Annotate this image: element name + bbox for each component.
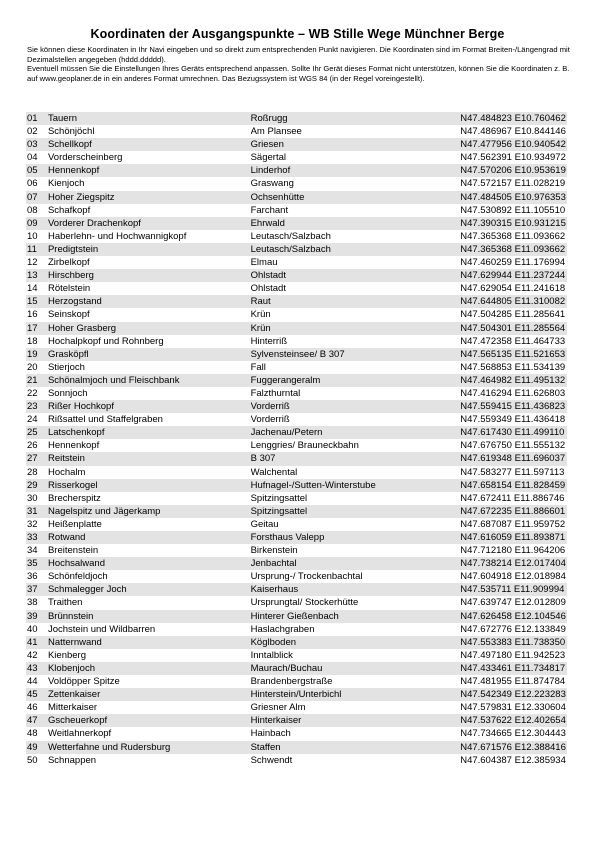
row-number: 20 <box>27 361 38 373</box>
coordinates: N47.497180 E11.942523 <box>460 649 566 661</box>
coordinates: N47.671576 E12.388416 <box>460 741 566 753</box>
row-number: 27 <box>27 453 38 465</box>
starting-point: Kaiserhaus <box>250 584 299 596</box>
starting-point: B 307 <box>250 453 276 465</box>
coordinates: N47.486967 E10.844146 <box>460 126 566 138</box>
starting-point: Birkenstein <box>250 545 298 557</box>
row-number: 28 <box>27 466 38 478</box>
row-number: 08 <box>27 204 38 216</box>
table-row <box>26 361 567 374</box>
coordinates: N47.617430 E11.499110 <box>460 427 565 439</box>
coordinates-table <box>26 112 567 767</box>
table-row <box>26 256 567 269</box>
row-number: 48 <box>27 728 38 740</box>
row-number: 38 <box>27 597 38 609</box>
coordinates: N47.687087 E11.959752 <box>460 518 566 530</box>
starting-point: Falzthurntal <box>250 387 301 399</box>
starting-point: Ehrwald <box>250 217 285 229</box>
table-row <box>26 741 567 754</box>
summit-name: Schönjöchl <box>47 126 95 138</box>
coordinates: N47.472358 E11.464733 <box>460 335 566 347</box>
row-number: 30 <box>27 492 38 504</box>
coordinates: N47.559349 E11.436418 <box>460 414 566 426</box>
row-number: 15 <box>27 296 38 308</box>
coordinates: N47.629054 E11.241618 <box>460 283 566 295</box>
coordinates: N47.734665 E12.304443 <box>460 728 566 740</box>
coordinates: N47.559415 E11.436823 <box>460 401 566 413</box>
table-row <box>26 151 567 164</box>
starting-point: Fuggerangeralm <box>250 374 321 386</box>
starting-point: Sägertal <box>250 152 286 164</box>
starting-point: Brandenbergstraße <box>250 676 333 688</box>
table-row <box>26 348 567 361</box>
summit-name: Zettenkaiser <box>47 689 101 701</box>
summit-name: Wetterfahne und Rudersburg <box>47 741 171 753</box>
summit-name: Klobenjoch <box>47 662 95 674</box>
summit-name: Natternwand <box>47 636 102 648</box>
row-number: 16 <box>27 309 38 321</box>
summit-name: Predigtstein <box>47 243 99 255</box>
table-row <box>26 649 567 662</box>
table-row <box>26 164 567 177</box>
row-number: 21 <box>27 374 38 386</box>
summit-name: Tauern <box>47 113 78 124</box>
summit-name: Schellkopf <box>47 139 92 151</box>
coordinates: N47.568853 E11.534139 <box>460 361 566 373</box>
starting-point: Raut <box>250 296 271 308</box>
coordinates: N47.629944 E11.237244 <box>460 270 566 282</box>
summit-name: Traithen <box>47 597 83 609</box>
row-number: 47 <box>27 715 38 727</box>
table-row <box>26 610 567 623</box>
summit-name: Schnappen <box>47 754 97 766</box>
coordinates: N47.553383 E11.738350 <box>460 636 566 648</box>
coordinates: N47.562391 E10.934972 <box>460 152 566 164</box>
coordinates: N47.572157 E11.028219 <box>460 178 566 190</box>
row-number: 23 <box>27 401 38 413</box>
starting-point: Ohlstadt <box>250 283 286 295</box>
row-number: 10 <box>27 230 38 242</box>
table-row <box>26 452 567 465</box>
summit-name: Hennenkopf <box>47 165 100 177</box>
row-number: 44 <box>27 676 38 688</box>
table-row <box>26 413 567 426</box>
intro-paragraph: Sie können diese Koordinaten in Ihr Navi eingeben und so direkt zum entsprechenden Punkt navigieren. Die Koordinaten sind im Format Breiten-/Längengrad mit Dezimalstellen angegeben (hddd.ddddd). <box>27 45 570 64</box>
table-row <box>26 138 567 151</box>
table-row <box>26 544 567 557</box>
starting-point: Leutasch/Salzbach <box>250 230 331 242</box>
table-row <box>26 675 567 688</box>
table-row <box>26 636 567 649</box>
row-number: 50 <box>27 754 38 766</box>
summit-name: Weitlahnerkopf <box>47 728 112 740</box>
coordinates: N47.464982 E11.495132 <box>460 374 566 386</box>
table-row <box>26 439 567 452</box>
summit-name: Kienjoch <box>47 178 85 190</box>
starting-point: Jenbachtal <box>250 558 297 570</box>
starting-point: Geitau <box>250 518 279 530</box>
table-row <box>26 688 567 701</box>
row-number: 45 <box>27 689 38 701</box>
starting-point: Ursprungtal/ Stockerhütte <box>250 597 359 609</box>
row-number: 03 <box>27 139 38 151</box>
summit-name: Hochalpkopf und Rohnberg <box>47 335 164 347</box>
coordinates: N47.484823 E10.760462 <box>460 113 566 124</box>
summit-name: Vorderer Drachenkopf <box>47 217 141 229</box>
summit-name: Nagelspitz und Jägerkamp <box>47 505 161 517</box>
coordinates: N47.365368 E11.093662 <box>460 243 566 255</box>
table-row <box>26 308 567 321</box>
coordinates: N47.481955 E11.874784 <box>460 676 566 688</box>
summit-name: Rötelstein <box>47 283 91 295</box>
coordinates: N47.365368 E11.093662 <box>460 230 566 242</box>
coordinates: N47.570206 E10.953619 <box>460 165 566 177</box>
row-number: 09 <box>27 217 38 229</box>
starting-point: Spitzingsattel <box>250 505 308 517</box>
summit-name: Hennenkopf <box>47 440 100 452</box>
summit-name: Gscheuerkopf <box>47 715 108 727</box>
table-row <box>26 701 567 714</box>
summit-name: Hochsalwand <box>47 558 106 570</box>
table-row <box>26 714 567 727</box>
coordinates: N47.644805 E11.310082 <box>460 296 566 308</box>
starting-point: Ursprung-/ Trockenbachtal <box>250 571 363 583</box>
page-title: Koordinaten der Ausgangspunkte – WB Stille Wege Münchner Berge <box>90 27 505 41</box>
summit-name: Brünnstein <box>47 610 94 622</box>
coordinates: N47.537622 E12.402654 <box>460 715 566 727</box>
row-number: 40 <box>27 623 38 635</box>
table-row <box>26 557 567 570</box>
table-row <box>26 295 567 308</box>
coordinates: N47.619348 E11.696037 <box>460 453 566 465</box>
starting-point: Maurach/Buchau <box>250 662 323 674</box>
intro-text <box>27 45 572 83</box>
starting-point: Elmau <box>250 257 278 269</box>
starting-point: Hainbach <box>250 728 291 740</box>
row-number: 24 <box>27 414 38 426</box>
coordinates: N47.604387 E12.385934 <box>460 754 566 766</box>
coordinates: N47.672411 E11.886746 <box>460 492 565 504</box>
table-row <box>26 466 567 479</box>
summit-name: Zirbelkopf <box>47 257 90 269</box>
table-row <box>26 177 567 190</box>
summit-name: Heißenplatte <box>47 518 102 530</box>
starting-point: Krün <box>250 309 271 321</box>
summit-name: Schafkopf <box>47 204 91 216</box>
starting-point: Spitzingsattel <box>250 492 308 504</box>
row-number: 07 <box>27 191 38 203</box>
coordinates: N47.738214 E12.017404 <box>460 558 566 570</box>
summit-name: Haberlehn- und Hochwannigkopf <box>47 230 187 242</box>
starting-point: Staffen <box>250 741 281 753</box>
coordinates: N47.416294 E11.626803 <box>460 387 566 399</box>
summit-name: Stierjoch <box>47 361 85 373</box>
starting-point: Fall <box>250 361 266 373</box>
starting-point: Vorderriß <box>250 401 290 413</box>
summit-name: Voldöpper Spitze <box>47 676 120 688</box>
summit-name: Mitterkaiser <box>47 702 98 714</box>
coordinates: N47.542349 E12.223283 <box>460 689 566 701</box>
coordinates: N47.658154 E11.828459 <box>460 479 566 491</box>
coordinates: N47.484505 E10.976353 <box>460 191 566 203</box>
table-row <box>26 243 567 256</box>
coordinates: N47.390315 E10.931215 <box>460 217 566 229</box>
summit-name: Kienberg <box>47 649 86 661</box>
starting-point: Jachenau/Petern <box>250 427 323 439</box>
starting-point: Köglboden <box>250 636 297 648</box>
row-number: 12 <box>27 257 38 269</box>
starting-point: Farchant <box>250 204 289 216</box>
table-row <box>26 531 567 544</box>
row-number: 25 <box>27 427 38 439</box>
coordinates: N47.583277 E11.597113 <box>460 466 565 478</box>
starting-point: Krün <box>250 322 271 334</box>
table-row <box>26 662 567 675</box>
starting-point: Walchental <box>250 466 298 478</box>
summit-name: Grasköpfl <box>47 348 89 360</box>
starting-point: Leutasch/Salzbach <box>250 243 331 255</box>
summit-name: Seinskopf <box>47 309 90 321</box>
coordinates: N47.504301 E11.285564 <box>460 322 566 334</box>
row-number: 06 <box>27 178 38 190</box>
starting-point: Hufnagel-/Sutten-Winterstube <box>250 479 376 491</box>
row-number: 31 <box>27 505 38 517</box>
row-number: 01 <box>27 113 38 124</box>
coordinates: N47.504285 E11.285641 <box>460 309 566 321</box>
row-number: 49 <box>27 741 38 753</box>
starting-point: Graswang <box>250 178 294 190</box>
coordinates: N47.712180 E11.964206 <box>460 545 566 557</box>
row-number: 19 <box>27 348 38 360</box>
table-row <box>26 335 567 348</box>
summit-name: Hirschberg <box>47 270 94 282</box>
row-number: 33 <box>27 532 38 543</box>
starting-point: Hinterriß <box>250 335 288 347</box>
table-row <box>26 282 567 295</box>
row-number: 14 <box>27 283 38 295</box>
starting-point: Hinterer Gießenbach <box>250 610 339 622</box>
row-number: 46 <box>27 702 38 714</box>
coordinates: N47.672776 E12.133849 <box>460 623 566 635</box>
intro-paragraph: Eventuell müssen Sie die Einstellungen Ihres Geräts entsprechend anpassen. Sollte Ihr Gerät dieses Format nicht unterstützen, können Sie die Koordinaten z. B. auf www.geoplaner.de in ein anderes Format umrechnen. Das Bezugssystem ist WGS 84 (in der Regel voreingestellt). <box>27 64 570 83</box>
row-number: 22 <box>27 387 38 399</box>
summit-name: Jochstein und Wildbarren <box>47 623 156 635</box>
coordinates: N47.433461 E11.734817 <box>460 662 566 674</box>
starting-point: Haslachgraben <box>250 623 315 635</box>
table-row <box>26 727 567 740</box>
summit-name: Sonnjoch <box>47 387 88 399</box>
starting-point: Forsthaus Valepp <box>250 532 325 543</box>
coordinates: N47.676750 E11.555132 <box>460 440 566 452</box>
summit-name: Rißsattel und Staffelgraben <box>47 414 163 426</box>
table-row <box>26 426 567 439</box>
coordinates: N47.604918 E12.018984 <box>460 571 566 583</box>
summit-name: Herzogstand <box>47 296 102 308</box>
row-number: 17 <box>27 322 38 334</box>
table-row <box>26 596 567 609</box>
summit-name: Hoher Grasberg <box>47 322 117 334</box>
row-number: 32 <box>27 518 38 530</box>
table-row <box>26 583 567 596</box>
row-number: 35 <box>27 558 38 570</box>
table-row <box>26 387 567 400</box>
coordinates: N47.535711 E11.909994 <box>460 584 565 596</box>
row-number: 18 <box>27 335 38 347</box>
summit-name: Breitenstein <box>47 545 99 557</box>
coordinates: N47.672235 E11.886601 <box>460 505 566 517</box>
row-number: 36 <box>27 571 38 583</box>
coordinates: N47.639747 E12.012809 <box>460 597 566 609</box>
starting-point: Inntalblick <box>250 649 293 661</box>
row-number: 39 <box>27 610 38 622</box>
summit-name: Reitstein <box>47 453 85 465</box>
row-number: 26 <box>27 440 38 452</box>
summit-name: Rißer Hochkopf <box>47 401 114 413</box>
table-row <box>26 374 567 387</box>
summit-name: Hochalm <box>47 466 86 478</box>
coordinates: N47.530892 E11.105510 <box>460 204 566 216</box>
summit-name: Brecherspitz <box>47 492 101 504</box>
row-number: 29 <box>27 479 38 491</box>
summit-name: Latschenkopf <box>47 427 105 439</box>
starting-point: Ochsenhütte <box>250 191 305 203</box>
starting-point: Hinterstein/Unterbichl <box>250 689 342 701</box>
row-number: 41 <box>27 636 38 648</box>
starting-point: Linderhof <box>250 165 291 177</box>
coordinates: N47.477956 E10.940542 <box>460 139 566 151</box>
row-number: 05 <box>27 165 38 177</box>
summit-name: Rotwand <box>47 532 86 543</box>
starting-point: Roßrugg <box>250 113 288 124</box>
row-number: 34 <box>27 545 38 557</box>
starting-point: Schwendt <box>250 754 293 766</box>
starting-point: Griesen <box>250 139 284 151</box>
table-row <box>26 230 567 243</box>
coordinates: N47.626458 E12.104546 <box>460 610 566 622</box>
starting-point: Vorderriß <box>250 414 290 426</box>
table-row <box>26 269 567 282</box>
row-number: 37 <box>27 584 38 596</box>
row-number: 43 <box>27 662 38 674</box>
table-row <box>26 505 567 518</box>
table-row <box>26 492 567 505</box>
table-row <box>26 322 567 335</box>
summit-name: Schönalmjoch und Fleischbank <box>47 374 180 386</box>
coordinates: N47.460259 E11.176994 <box>460 257 566 269</box>
coordinates: N47.565135 E11.521653 <box>460 348 566 360</box>
table-row <box>26 217 567 230</box>
table-row <box>26 112 567 125</box>
starting-point: Lenggries/ Brauneckbahn <box>250 440 359 452</box>
row-number: 11 <box>27 243 37 255</box>
table-row <box>26 518 567 531</box>
table-row <box>26 570 567 583</box>
summit-name: Hoher Ziegspitz <box>47 191 115 203</box>
starting-point: Griesner Alm <box>250 702 306 714</box>
coordinates: N47.616059 E11.893871 <box>460 532 566 543</box>
starting-point: Hinterkaiser <box>250 715 302 727</box>
table-row <box>26 191 567 204</box>
summit-name: Risserkogel <box>47 479 98 491</box>
coordinates: N47.579831 E12.330604 <box>460 702 566 714</box>
summit-name: Vorderscheinberg <box>47 152 123 164</box>
table-row <box>26 400 567 413</box>
summit-name: Schmalegger Joch <box>47 584 127 596</box>
starting-point: Ohlstadt <box>250 270 286 282</box>
table-row <box>26 754 567 767</box>
row-number: 13 <box>27 270 38 282</box>
row-number: 02 <box>27 126 38 138</box>
table-row <box>26 204 567 217</box>
summit-name: Schönfeldjoch <box>47 571 108 583</box>
table-row <box>26 125 567 138</box>
table-row <box>26 479 567 492</box>
row-number: 04 <box>27 152 38 164</box>
starting-point: Sylvensteinsee/ B 307 <box>250 348 345 360</box>
starting-point: Am Plansee <box>250 126 302 138</box>
table-row <box>26 623 567 636</box>
row-number: 42 <box>27 649 38 661</box>
